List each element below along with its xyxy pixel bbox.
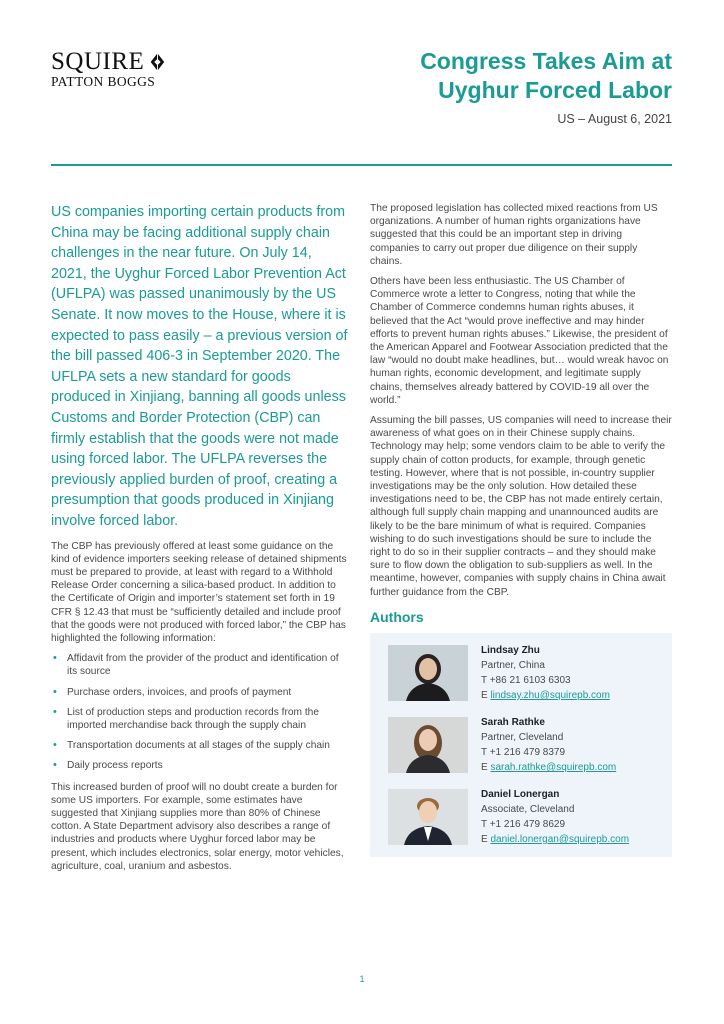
title-line-2: Uyghur Forced Labor bbox=[438, 77, 672, 103]
author-email-link[interactable]: sarah.rathke@squirepb.com bbox=[490, 761, 617, 773]
author-card bbox=[370, 715, 672, 775]
author-photo bbox=[388, 645, 468, 701]
list-item: • Purchase orders, invoices, and proofs of payment bbox=[53, 685, 292, 698]
email-prefix: E bbox=[481, 689, 491, 701]
lead-paragraph: US companies importing certain products from China may be facing additional supply chain challenges in the near future. On July 14, 2021, the Uyghur Forced Labor Prevention Act (UFLPA) was passed unanimously by the US Senate. It now moves to the House, where it is expected to pass easily – a previous version of the bill passed 406-3 in September 2020. The UFLPA sets a new standard for goods produced in Xinjiang, banning all goods unless Customs and Border Protection (CBP) can firmly establish that the goods were not made using forced labor. The UFLPA reverses the previously applied burden of proof, creating a presumption that goods produced in Xinjiang involve forced labor. bbox=[51, 204, 348, 529]
dateline: US – August 6, 2021 bbox=[557, 112, 672, 126]
bullet-icon: • bbox=[53, 652, 57, 665]
body-paragraph: Assuming the bill passes, US companies will need to increase their awareness of what goes on in their Chinese supply chains. Technology may help; some vendors claim to be able to verify the supply chain of cotton products, for example, through genetic testing. However, where that is not possible, in-country supplier investigations may be the only solution. How detailed these investigations need to be, the CBP has not made entirely certain, although full supply chain mapping and unannounced audits are likely to be the bare minimum of what is required. Companies wishing to do such investigations should be sure to include the right to do so in their supplier contracts – and they should make sure to flow down the obligation to sub-suppliers as well. In the meantime, however, companies with supply chains in China await further guidance from the CBP. bbox=[370, 415, 672, 598]
list-item: • Affidavit from the provider of the product and identification of its source bbox=[53, 652, 339, 678]
left-column bbox=[51, 202, 351, 880]
author-card bbox=[370, 643, 672, 703]
author-card bbox=[370, 787, 672, 847]
list-item: • Daily process reports bbox=[53, 759, 163, 772]
author-role: Partner, China bbox=[481, 659, 545, 671]
list-item: • Transportation documents at all stages of the supply chain bbox=[53, 739, 330, 752]
author-email-link[interactable]: daniel.lonergan@squirepb.com bbox=[490, 833, 630, 845]
right-column bbox=[370, 202, 672, 857]
bullet-icon: • bbox=[53, 759, 57, 772]
list-item: • List of production steps and production records from the imported merchandise back through the supply chain bbox=[53, 705, 319, 731]
authors-heading: Authors bbox=[370, 608, 424, 625]
author-phone: T +86 21 6103 6303 bbox=[481, 674, 571, 686]
author-photo bbox=[388, 717, 468, 773]
author-phone: T +1 216 479 8379 bbox=[481, 746, 566, 758]
logo-line-2: PATTON BOGGS bbox=[51, 74, 156, 89]
author-photo bbox=[388, 789, 468, 845]
author-name: Lindsay Zhu bbox=[481, 644, 540, 656]
author-role: Partner, Cleveland bbox=[481, 731, 564, 743]
author-role: Associate, Cleveland bbox=[481, 803, 575, 815]
email-prefix: E bbox=[481, 833, 491, 845]
author-email-link[interactable]: lindsay.zhu@squirepb.com bbox=[490, 689, 610, 701]
page-title bbox=[420, 47, 672, 105]
body-paragraph: The CBP has previously offered at least some guidance on the kind of evidence importers seeking release of detained shipments must be prepared to provide, at least with regard to a Withhold Release Order concerning a silica-based product. In addition to the Certificate of Origin and importer’s statement set forth in 19 CFR § 12.43 that must be “sufficiently detailed and include proof that the goods were not produced with forced labor,” the CBP has highlighted the following information: bbox=[51, 540, 347, 644]
bullet-icon: • bbox=[53, 685, 57, 698]
bullet-icon: • bbox=[53, 739, 57, 752]
company-logo bbox=[51, 50, 166, 89]
email-prefix: E bbox=[481, 761, 491, 773]
title-line-1: Congress Takes Aim at bbox=[420, 48, 672, 74]
author-phone: T +1 216 479 8629 bbox=[481, 818, 566, 830]
author-details bbox=[481, 643, 610, 703]
page-number: 1 bbox=[359, 974, 365, 984]
body-paragraph: The proposed legislation has collected mixed reactions from US organizations. A number of human rights organizations have suggested that this could be an important step in driving companies to carry out proper due diligence on their supply chains. bbox=[370, 203, 658, 267]
evidence-list bbox=[51, 652, 351, 772]
logo-line-1: SQUIRE bbox=[51, 48, 145, 75]
author-name: Daniel Lonergan bbox=[481, 788, 560, 800]
body-paragraph: Others have been less enthusiastic. The US Chamber of Commerce wrote a letter to Congress, noting that while the Chamber of Commerce condemns human rights abuses, it believed that the Act “would prove ineffective and may hinder efforts to prevent human rights abuses.” Likewise, the president of the American Apparel and Footwear Association predicted that the law “would no doubt make headlines, but… would wreak havoc on human rights, economic development, and legitimate supply chains, themselves already battered by COVID-19 all over the world.” bbox=[370, 276, 669, 406]
logo-mark-icon bbox=[148, 53, 166, 71]
body-paragraph: This increased burden of proof will no doubt create a burden for some US importers. For example, some estimates have suggested that Xinjiang supplies more than 80% of Chinese cotton. A State Department advisory also describes a range of industries and products where Uyghur forced labor may be present, which includes electronics, solar energy, motor vehicles, agriculture, coal, uranium and asbestos. bbox=[51, 781, 344, 872]
authors-panel bbox=[370, 633, 672, 857]
author-name: Sarah Rathke bbox=[481, 716, 545, 728]
bullet-icon: • bbox=[53, 705, 57, 718]
header-divider bbox=[51, 164, 672, 166]
author-details bbox=[481, 715, 616, 775]
author-details bbox=[481, 787, 629, 847]
